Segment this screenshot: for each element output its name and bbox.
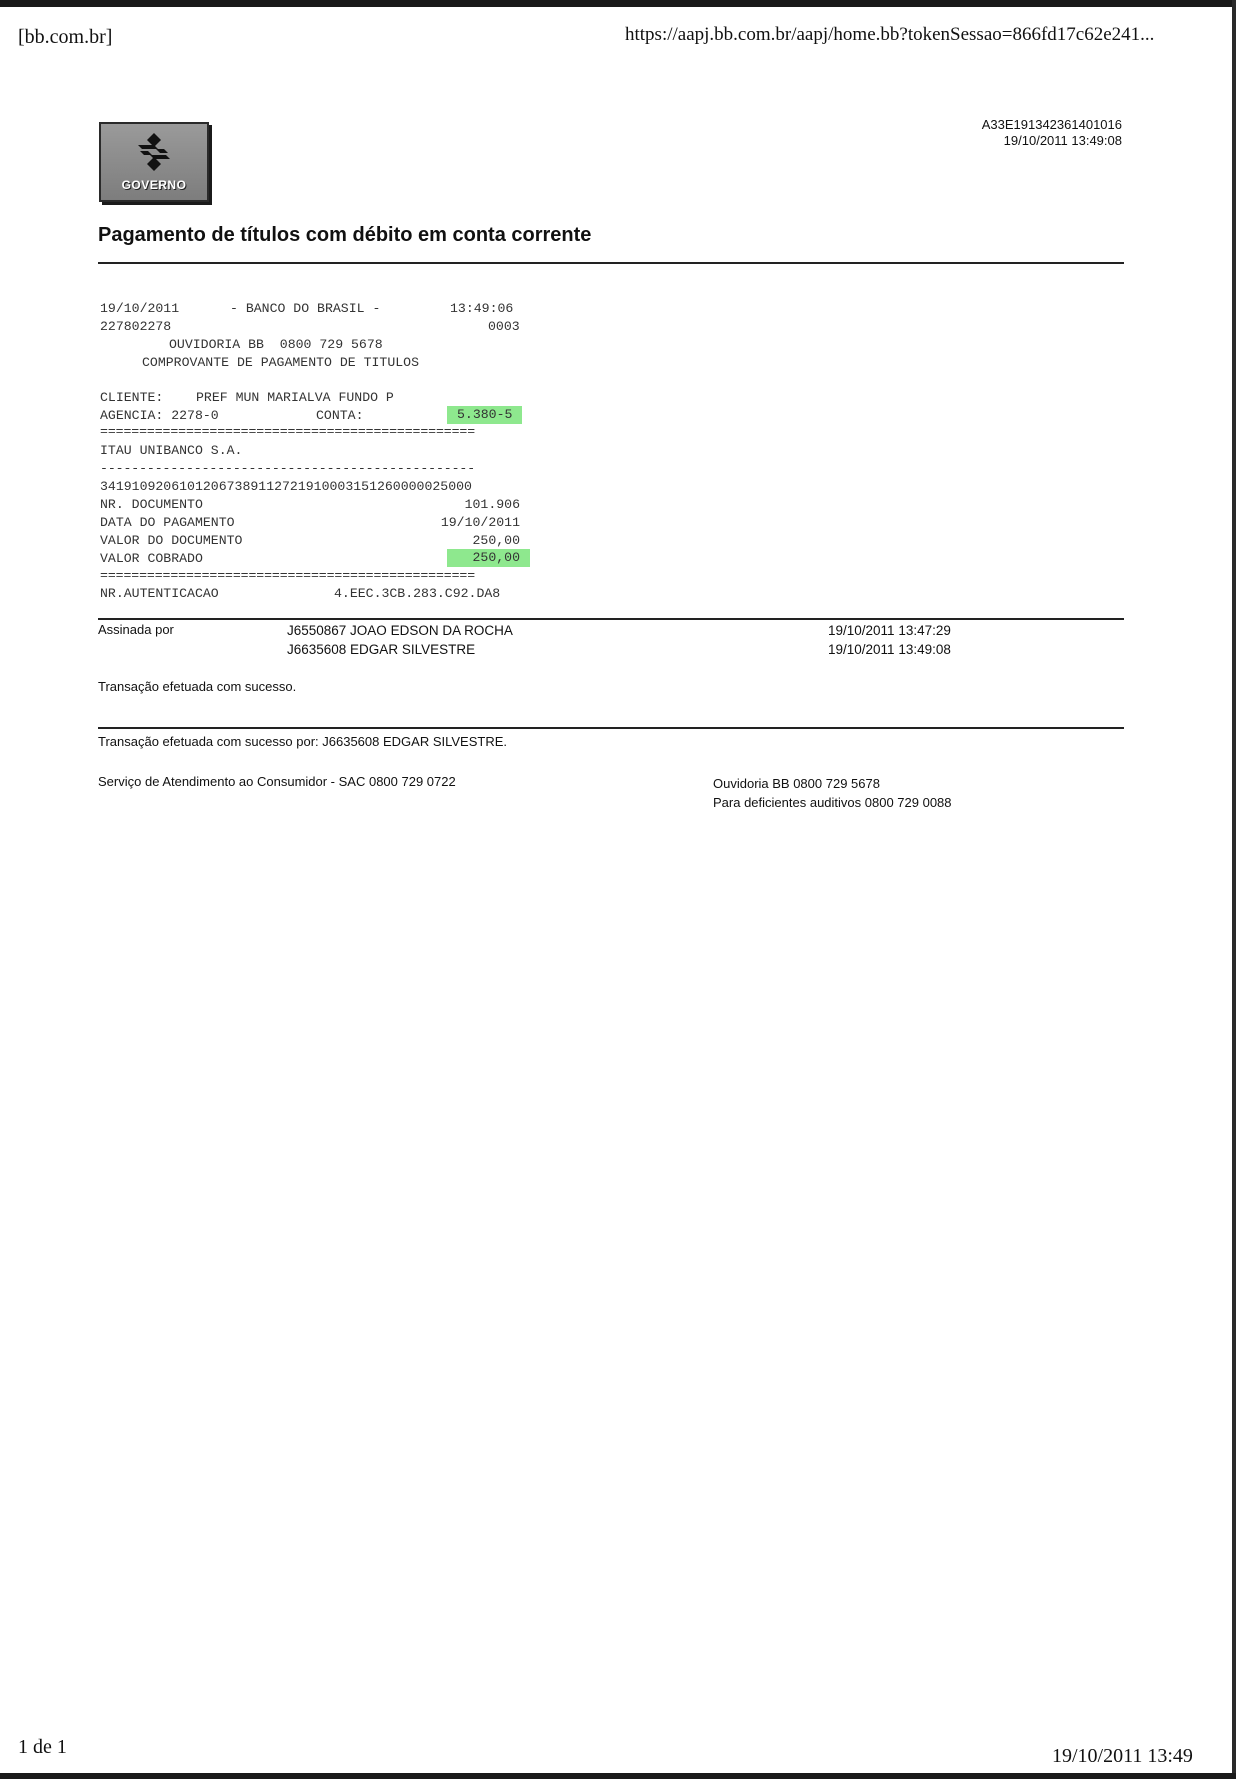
logo-text: GOVERNO <box>121 178 187 192</box>
agencia-label: AGENCIA: 2278-0 <box>100 408 219 423</box>
scan-edge-bottom <box>0 1773 1236 1779</box>
valor-cobrado-value: 250,00 <box>447 549 530 567</box>
signature-date-2: 19/10/2011 13:49:08 <box>828 641 951 657</box>
signature-divider <box>98 618 1124 620</box>
page-title: Pagamento de títulos com débito em conta corrente <box>98 224 592 246</box>
separator-equals-2: ================================================ <box>100 568 476 583</box>
bb-governo-logo <box>99 122 209 202</box>
ouvidoria-contact: Ouvidoria BB 0800 729 5678 <box>713 776 880 791</box>
status-message: Transação efetuada com sucesso. <box>98 679 297 694</box>
receipt-heading: COMPROVANTE DE PAGAMENTO DE TITULOS <box>142 355 419 370</box>
signature-date-1: 19/10/2011 13:47:29 <box>828 623 951 638</box>
valor-documento-label: VALOR DO DOCUMENTO <box>100 533 243 548</box>
barcode-number: 34191092061012067389112721910003151260000025000 <box>100 479 472 494</box>
signer-names <box>287 622 513 659</box>
autenticacao-value: 4.EEC.3CB.283.C92.DA8 <box>334 586 501 601</box>
beneficiario-name: ITAU UNIBANCO S.A. <box>100 443 243 458</box>
page-url[interactable]: https://aapj.bb.com.br/aapj/home.bb?tokenSessao=866fd17c62e241... <box>625 24 1155 45</box>
conta-value: 5.380-5 <box>447 406 522 424</box>
receipt-code: 227802278 <box>100 319 172 334</box>
signer-1: J6550867 JOAO EDSON DA ROCHA <box>287 623 513 638</box>
sac-contact: Serviço de Atendimento ao Consumidor - SAC 0800 729 0722 <box>98 774 456 789</box>
status-by-message: Transação efetuada com sucesso por: J6635608 EDGAR SILVESTRE. <box>98 734 507 749</box>
print-datetime: 19/10/2011 13:49 <box>1052 1745 1193 1767</box>
receipt-date: 19/10/2011 <box>100 301 180 316</box>
ouvidoria-contacts <box>713 774 952 812</box>
nr-documento-label: NR. DOCUMENTO <box>100 497 203 512</box>
scan-edge-top <box>0 0 1236 7</box>
receipt-bank: - BANCO DO BRASIL - <box>230 301 381 316</box>
site-label: [bb.com.br] <box>18 26 113 48</box>
document-datetime: 19/10/2011 13:49:08 <box>1003 133 1122 148</box>
signer-2: J6635608 EDGAR SILVESTRE <box>287 641 476 657</box>
data-pagamento-label: DATA DO PAGAMENTO <box>100 515 235 530</box>
nr-documento-value: 101.906 <box>464 497 520 512</box>
valor-documento-value: 250,00 <box>472 533 520 548</box>
scan-edge-right <box>1232 0 1236 1779</box>
receipt-ouvidoria: OUVIDORIA BB 0800 729 5678 <box>169 337 383 352</box>
cliente-value: PREF MUN MARIALVA FUNDO P <box>196 390 394 405</box>
separator-equals-1: ================================================ <box>100 424 476 439</box>
conta-label: CONTA: <box>316 408 364 423</box>
status-divider <box>98 727 1124 729</box>
signed-by-label: Assinada por <box>98 622 174 637</box>
receipt-terminal: 0003 <box>488 319 520 334</box>
page-number: 1 de 1 <box>18 1736 67 1758</box>
receipt-time: 13:49:06 <box>450 301 514 316</box>
autenticacao-label: NR.AUTENTICACAO <box>100 586 219 601</box>
signature-dates <box>828 622 951 659</box>
cliente-label: CLIENTE: <box>100 390 164 405</box>
separator-dash: ------------------------------------------------ <box>100 461 476 476</box>
data-pagamento-value: 19/10/2011 <box>440 515 520 530</box>
valor-cobrado-label: VALOR COBRADO <box>100 551 203 566</box>
document-code <box>982 117 1122 149</box>
bb-logo-icon <box>134 131 174 173</box>
document-id: A33E191342361401016 <box>981 117 1122 132</box>
deficientes-contact: Para deficientes auditivos 0800 729 0088 <box>713 795 952 810</box>
title-divider <box>98 262 1124 264</box>
